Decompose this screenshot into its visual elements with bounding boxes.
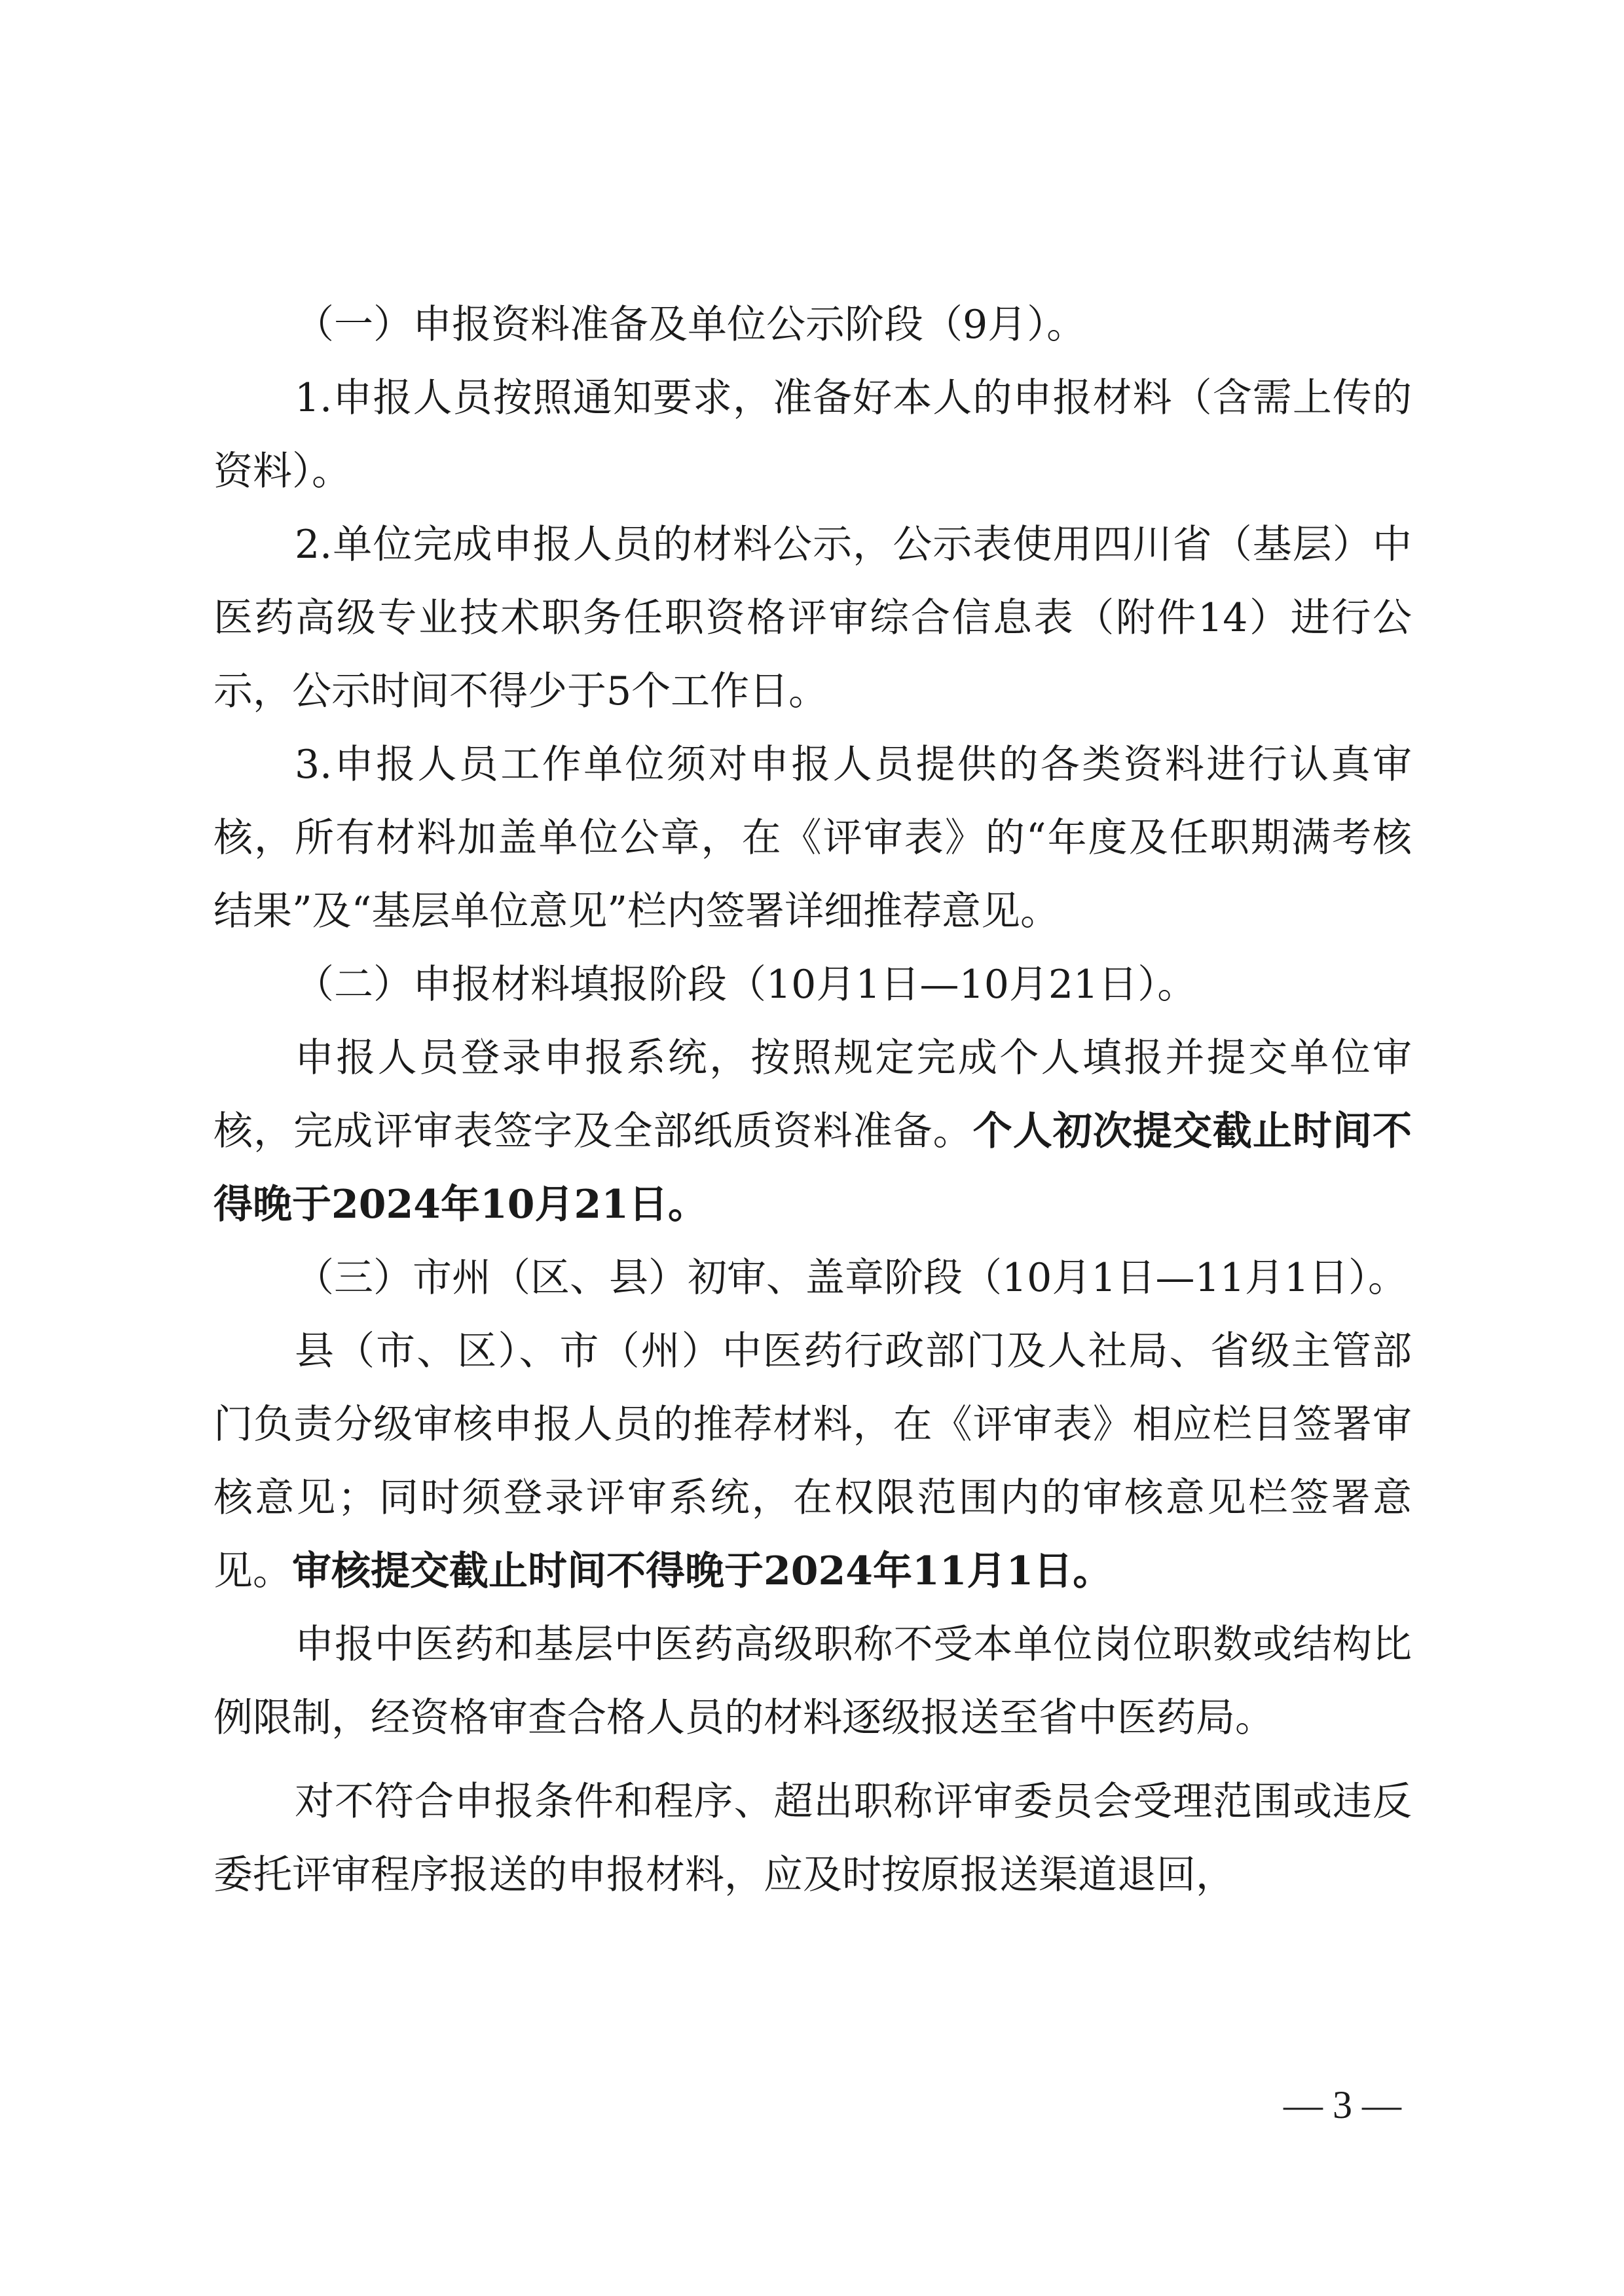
paragraph-text: 3.申报人员工作单位须对申报人员提供的各类资料进行认真审核，所有材料加盖单位公章，在《评审表》的“年度及任职期满考核结果”及“基层单位意见”栏内签署详细推荐意见。 bbox=[213, 742, 1412, 934]
paragraph-text: （二）申报材料填报阶段（10月1日—10月21日）。 bbox=[295, 962, 1197, 1008]
paragraph-review bbox=[213, 1315, 1412, 1608]
paragraph-return bbox=[213, 1765, 1412, 1912]
paragraph-text: 申报中医药和基层中医药高级职称不受本单位岗位职数或结构比例限制，经资格审查合格人员的材料逐级报送至省中医药局。 bbox=[213, 1622, 1412, 1741]
paragraph-item-3 bbox=[213, 728, 1412, 948]
deadline-emphasis: 审核提交截止时间不得晚于2024年11月1日。 bbox=[292, 1548, 1113, 1594]
section-heading-2 bbox=[213, 948, 1412, 1021]
section-heading-1 bbox=[213, 288, 1412, 361]
page-number: — 3 — bbox=[1283, 2083, 1401, 2126]
paragraph-text: （一）申报资料准备及单位公示阶段（9月）。 bbox=[295, 302, 1086, 348]
paragraph-text: 2.单位完成申报人员的材料公示，公示表使用四川省（基层）中医药高级专业技术职务任职资格评审综合信息表（附件14）进行公示，公示时间不得少于5个工作日。 bbox=[213, 522, 1412, 714]
document-body bbox=[213, 288, 1412, 1912]
paragraph-text: （三）市州（区、县）初审、盖章阶段（10月1日—11月1日）。 bbox=[295, 1255, 1408, 1301]
paragraph-item-1 bbox=[213, 361, 1412, 508]
deadline-emphasis: 个人初次提交截止时间不得晚于2024年10月21日。 bbox=[213, 1108, 1412, 1228]
paragraph-quota bbox=[213, 1608, 1412, 1755]
paragraph-text: 县（市、区）、市（州）中医药行政部门及人社局、省级主管部门负责分级审核申报人员的推荐材料，在《评审表》相应栏目签署审核意见；同时须登录评审系统，在权限范围内的审核意见栏签署意见。 bbox=[213, 1328, 1412, 1594]
paragraph-item-2 bbox=[213, 508, 1412, 728]
paragraph-text: 1.申报人员按照通知要求，准备好本人的申报材料（含需上传的资料）。 bbox=[213, 375, 1412, 494]
section-heading-3 bbox=[213, 1241, 1412, 1315]
paragraph-text: 对不符合申报条件和程序、超出职称评审委员会受理范围或违反委托评审程序报送的申报材料，应及时按原报送渠道退回， bbox=[213, 1779, 1412, 1898]
paragraph-filing bbox=[213, 1021, 1412, 1241]
paragraph-text: 申报人员登录申报系统，按照规定完成个人填报并提交单位审核，完成评审表签字及全部纸质资料准备。 bbox=[213, 1035, 1412, 1154]
